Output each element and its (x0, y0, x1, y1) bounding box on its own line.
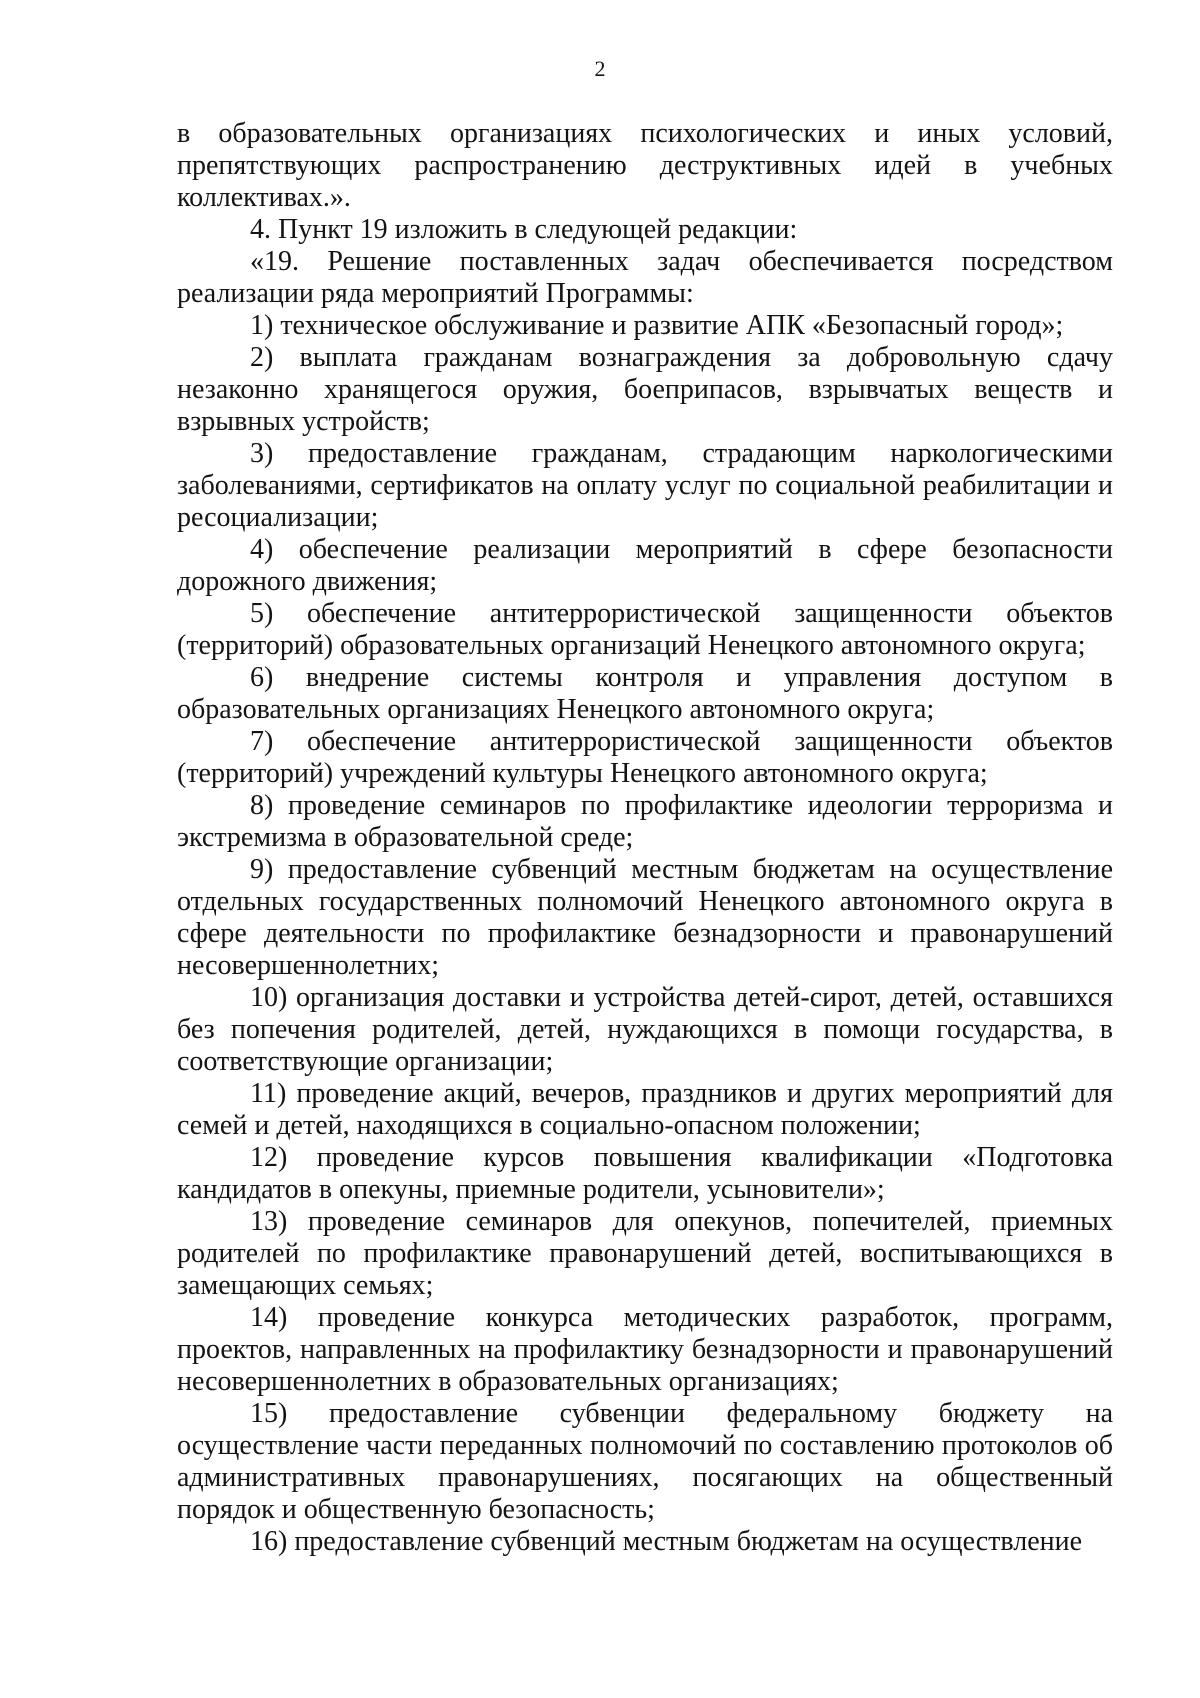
list-item: 16) предоставление субвенций местным бюджетам на осуществление (250, 1526, 1083, 1557)
paragraph-clause-19: «19. Решение поставленных задач обеспечивается посредством реализации ряда мероприятий Программы: (177, 246, 1113, 309)
list-item: 12) проведение курсов повышения квалификации «Подготовка кандидатов в опекуны, приемные родители, усыновители»; (177, 1142, 1113, 1205)
list-item: 7) обеспечение антитеррористической защищенности объектов (территорий) учреждений культуры Ненецкого автономного округа; (177, 726, 1113, 789)
list-item: 10) организация доставки и устройства детей-сирот, детей, оставшихся без попечения родителей, детей, нуждающихся в помощи государства, в соответствующие организации; (177, 982, 1113, 1077)
list-item: 8) проведение семинаров по профилактике идеологии терроризма и экстремизма в образовательной среде; (177, 790, 1113, 853)
list-item: 6) внедрение системы контроля и управления доступом в образовательных организациях Ненецкого автономного округа; (177, 662, 1113, 725)
paragraph-item-4-heading: 4. Пункт 19 изложить в следующей редакции: (250, 214, 798, 245)
list-item: 5) обеспечение антитеррористической защищенности объектов (территорий) образовательных организаций Ненецкого автономного округа; (177, 598, 1113, 661)
list-item: 1) техническое обслуживание и развитие АПК «Безопасный город»; (250, 310, 1064, 341)
list-item: 9) предоставление субвенций местным бюджетам на осуществление отдельных государственных полномочий Ненецкого автономного округа в сфере деятельности по профилактике безнадзорности и правонарушений несовершеннолетних; (177, 854, 1113, 981)
list-item: 3) предоставление гражданам, страдающим наркологическими заболеваниями, сертификатов на оплату услуг по социальной реабилитации и ресоциализации; (177, 438, 1113, 533)
list-item: 14) проведение конкурса методических разработок, программ, проектов, направленных на профилактику безнадзорности и правонарушений несовершеннолетних в образовательных организациях; (177, 1302, 1113, 1397)
list-item: 13) проведение семинаров для опекунов, попечителей, приемных родителей по профилактике правонарушений детей, воспитывающихся в замещающих семьях; (177, 1206, 1113, 1301)
page-number: 2 (594, 56, 606, 81)
document-body (177, 118, 1113, 1558)
list-item: 15) предоставление субвенции федеральному бюджету на осуществление части переданных полномочий по составлению протоколов об административных правонарушениях, посягающих на общественный порядок и общественную безопасность; (177, 1398, 1113, 1525)
list-item: 11) проведение акций, вечеров, праздников и других мероприятий для семей и детей, находящихся в социально-опасном положении; (177, 1078, 1113, 1141)
list-item: 2) выплата гражданам вознаграждения за добровольную сдачу незаконно хранящегося оружия, боеприпасов, взрывчатых веществ и взрывных устройств; (177, 342, 1113, 437)
list-item: 4) обеспечение реализации мероприятий в сфере безопасности дорожного движения; (177, 534, 1113, 597)
paragraph-continuation: в образовательных организациях психологических и иных условий, препятствующих распространению деструктивных идей в учебных коллективах.». (177, 118, 1113, 213)
